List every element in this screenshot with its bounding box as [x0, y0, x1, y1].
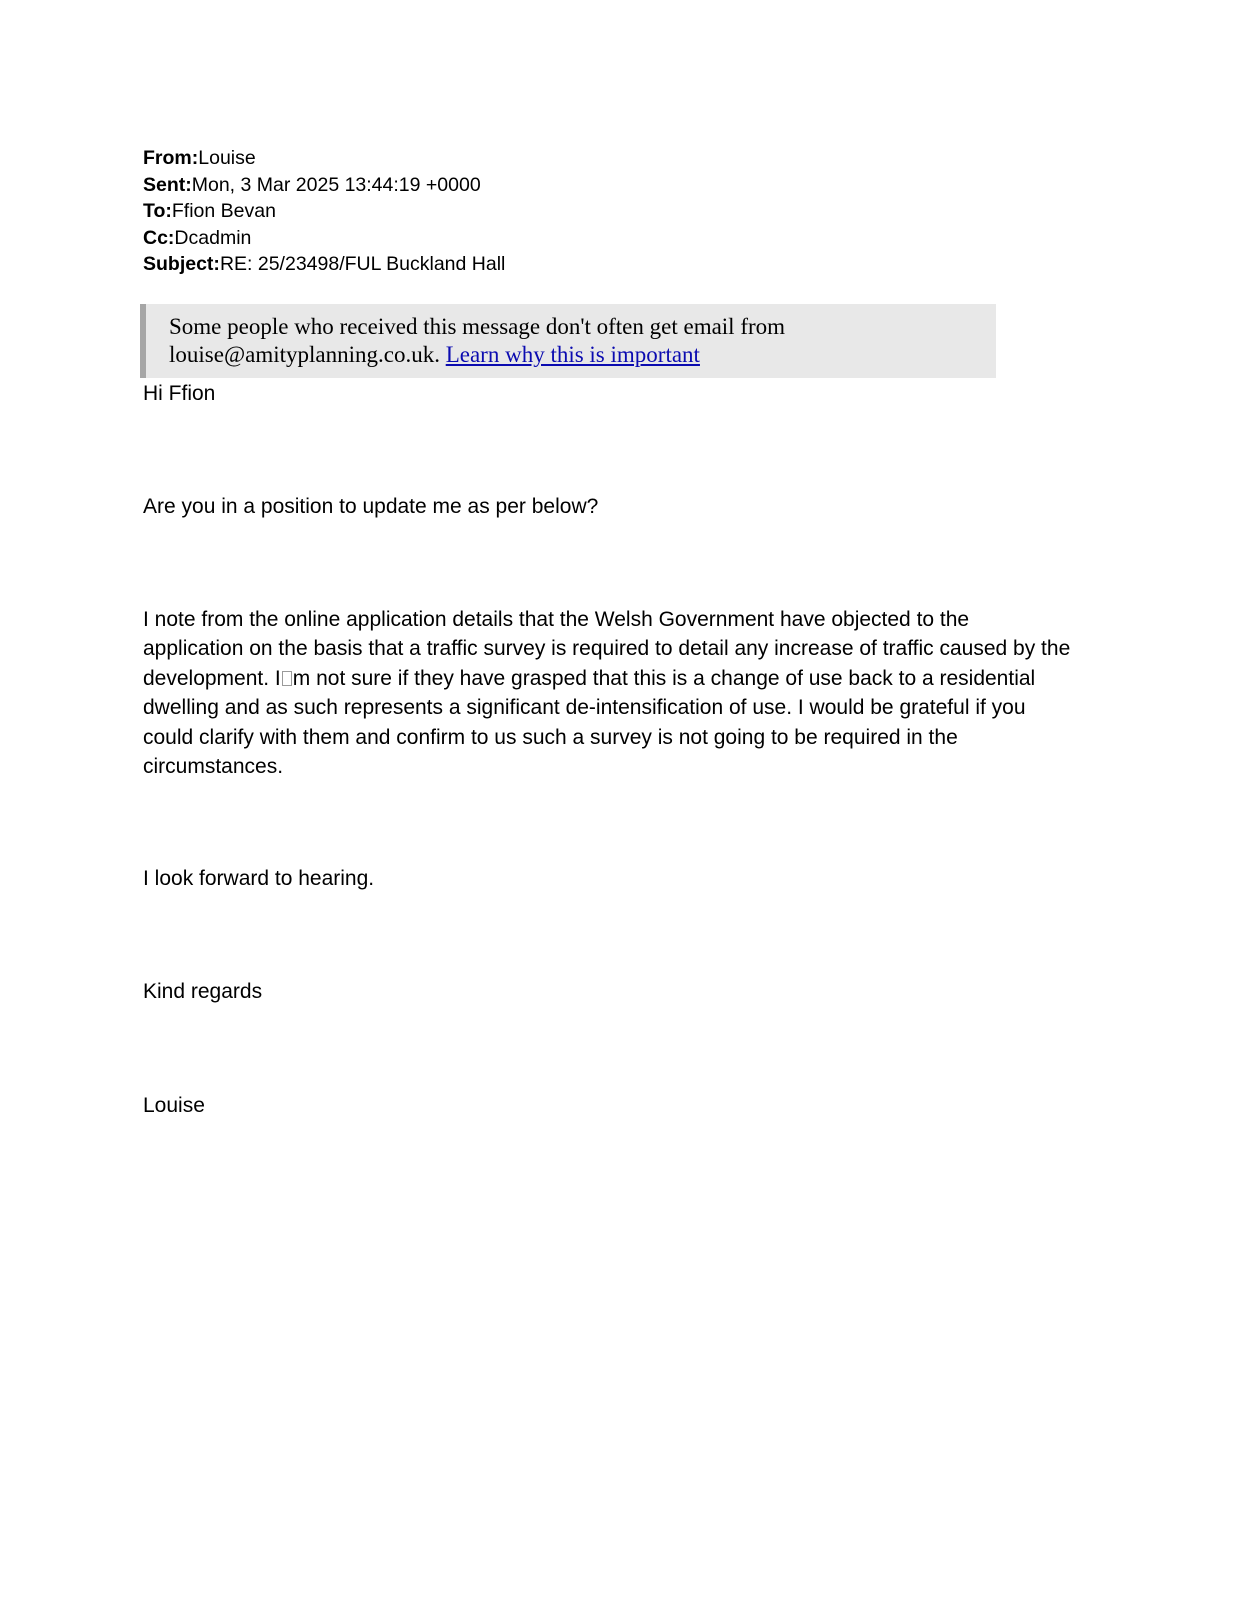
greeting: Hi Ffion [143, 382, 216, 405]
from-value: Louise [198, 147, 256, 169]
cc-line [143, 225, 505, 252]
notice-line-2 [169, 341, 996, 369]
subject-line [143, 251, 505, 278]
notice-line-1: Some people who received this message don't often get email from [169, 314, 786, 339]
main-paragraph-part-2: m not sure if they have grasped that this is a change of use back to a residential dwelling and as such represents a significant de-intensification of use. I would be grateful if you could clarify with them and confirm to us such a survey is not going to be required in the circumstances. [143, 666, 1036, 779]
to-value: Ffion Bevan [171, 200, 276, 223]
signoff: Kind regards [143, 980, 263, 1003]
signature: Louise [143, 1094, 205, 1117]
to-line [143, 198, 505, 225]
cc-value: Dcadmin [174, 226, 252, 249]
subject-label: Subject: [143, 253, 220, 276]
main-paragraph [143, 605, 1073, 781]
sent-value: Mon, 3 Mar 2025 13:44:19 +0000 [191, 173, 481, 196]
sent-line [143, 172, 505, 199]
subject-value: RE: 25/23498/FUL Buckland Hall [219, 253, 506, 276]
learn-why-important-link[interactable]: Learn why this is important [445, 342, 700, 367]
missing-character-glyph [282, 671, 292, 686]
closing-line: I look forward to hearing. [143, 867, 375, 890]
cc-label: Cc: [143, 226, 175, 249]
from-label: From: [143, 147, 199, 169]
sent-label: Sent: [143, 173, 192, 196]
notice-sender-address: louise@amityplanning.co.uk. [169, 342, 446, 367]
from-line [143, 145, 505, 172]
question-paragraph: Are you in a position to update me as per below? [143, 495, 599, 518]
email-headers [143, 145, 505, 278]
to-label: To: [143, 200, 172, 223]
external-sender-notice [140, 304, 996, 378]
main-paragraph-part-1: I note from the online application details that the Welsh Government have objected to the application on the basis that a traffic survey is required to detail any increase of traffic caused by the development. I [143, 608, 1071, 690]
